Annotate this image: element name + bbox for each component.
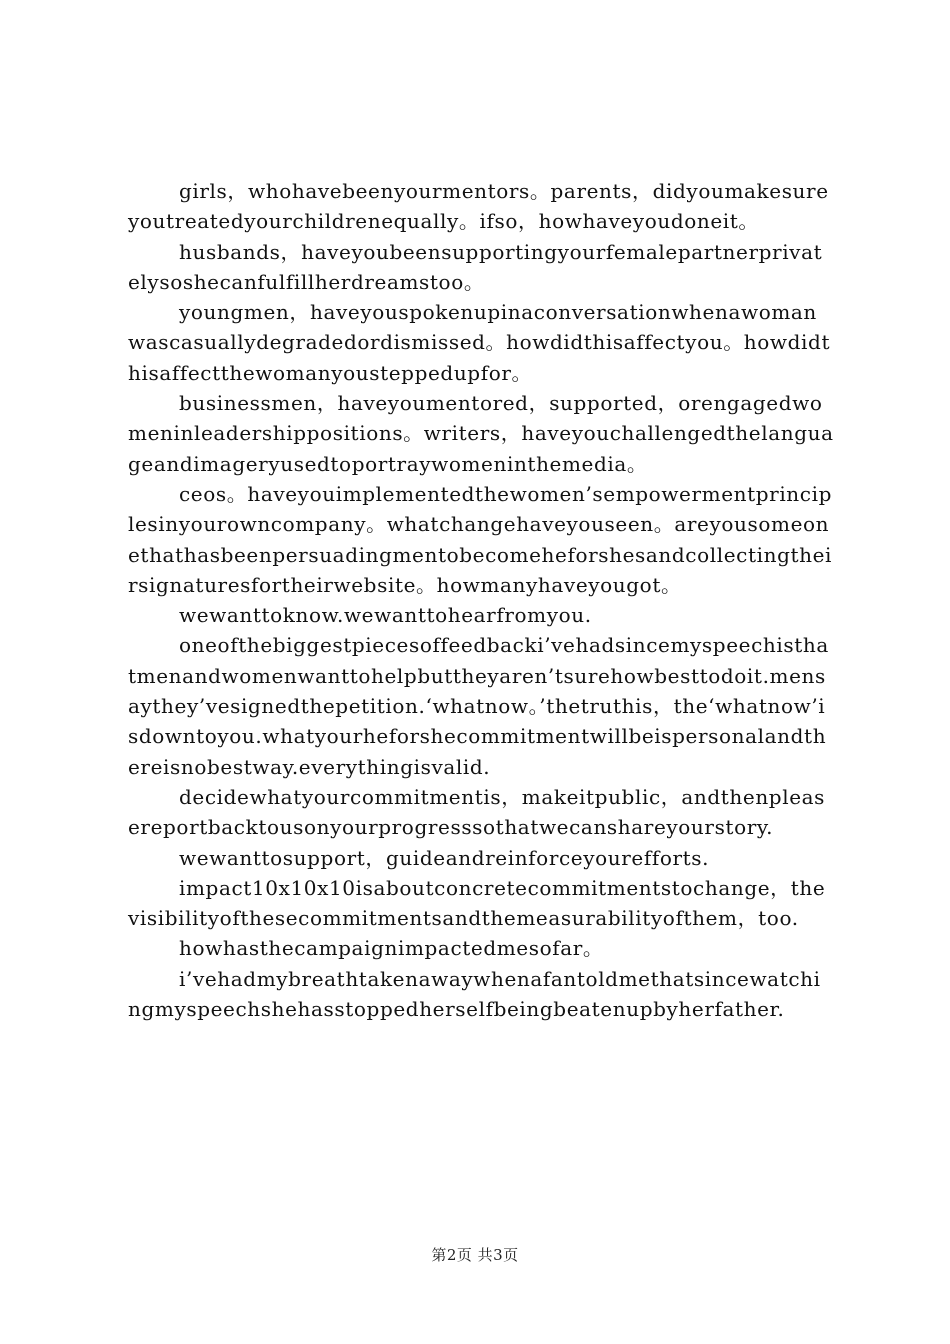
page-footer: 第2页 共3页: [431, 1246, 519, 1264]
paragraph: oneofthebiggestpiecesoffeedbacki’vehadsincemyspeechisthatmenandwomenwanttohelpbuttheyaren’tsurehowbesttodoit.mensaythey’vesignedthepetition.‘whatnow。’thetruthis，the‘whatnow’isdowntoyou.whatyourheforshecommitmentwillbeispersonalandthereisnobestway.everythingisvalid.: [128, 633, 829, 779]
paragraph: wewanttoknow.wewanttohearfromyou.: [179, 603, 592, 628]
paragraph: ceos。haveyouimplementedthewomen’sempowermentprinciplesinyourowncompany。whatchangehaveyouseen。areyousomeonethathasbeenpersuadingmentobecomeheforshesandcollectingtheirsignaturesfortheirwebsite。howmanyhaveyougot。: [128, 481, 833, 597]
paragraph: wewanttosupport，guideandreinforceyourefforts.: [179, 845, 710, 870]
paragraph: husbands，haveyoubeensupportingyourfemalepartnerprivatelysoshecanfulfillherdreamstoo。: [128, 239, 823, 294]
paragraph: i’vehadmybreathtakenawaywhenafantoldmethatsincewatchingmyspeechshehasstoppedherselfbeingbeatenupbyherfather.: [128, 966, 821, 1022]
body-text: [128, 176, 834, 1024]
paragraph: decidewhatyourcommitmentis，makeitpublic，andthenpleasereportbacktousonyourprogresssothatwecanshareyourstory.: [128, 784, 826, 840]
paragraph: impact10x10x10isaboutconcretecommitmentstochange，thevisibilityofthesecommitmentsandthemeasurabilityofthem，too.: [128, 875, 826, 931]
paragraph: businessmen，haveyoumentored，supported，orengagedwomeninleadershippositions。writers，haveyouchallengedthelanguageandimageryusedtoportraywomeninthemedia。: [128, 391, 834, 476]
paragraph: girls，whohavebeenyourmentors。parents，didyoumakesureyoutreatedyourchildrenequally。ifso，howhaveyoudoneit。: [128, 179, 829, 234]
paragraph: youngmen，haveyouspokenupinaconversationwhenawomanwascasuallydegradedordismissed。howdidthisaffectyou。howdidthisaffectthewomanyousteppedupfor。: [128, 300, 831, 385]
paragraph: howhasthecampaignimpactedmesofar。: [179, 936, 604, 961]
